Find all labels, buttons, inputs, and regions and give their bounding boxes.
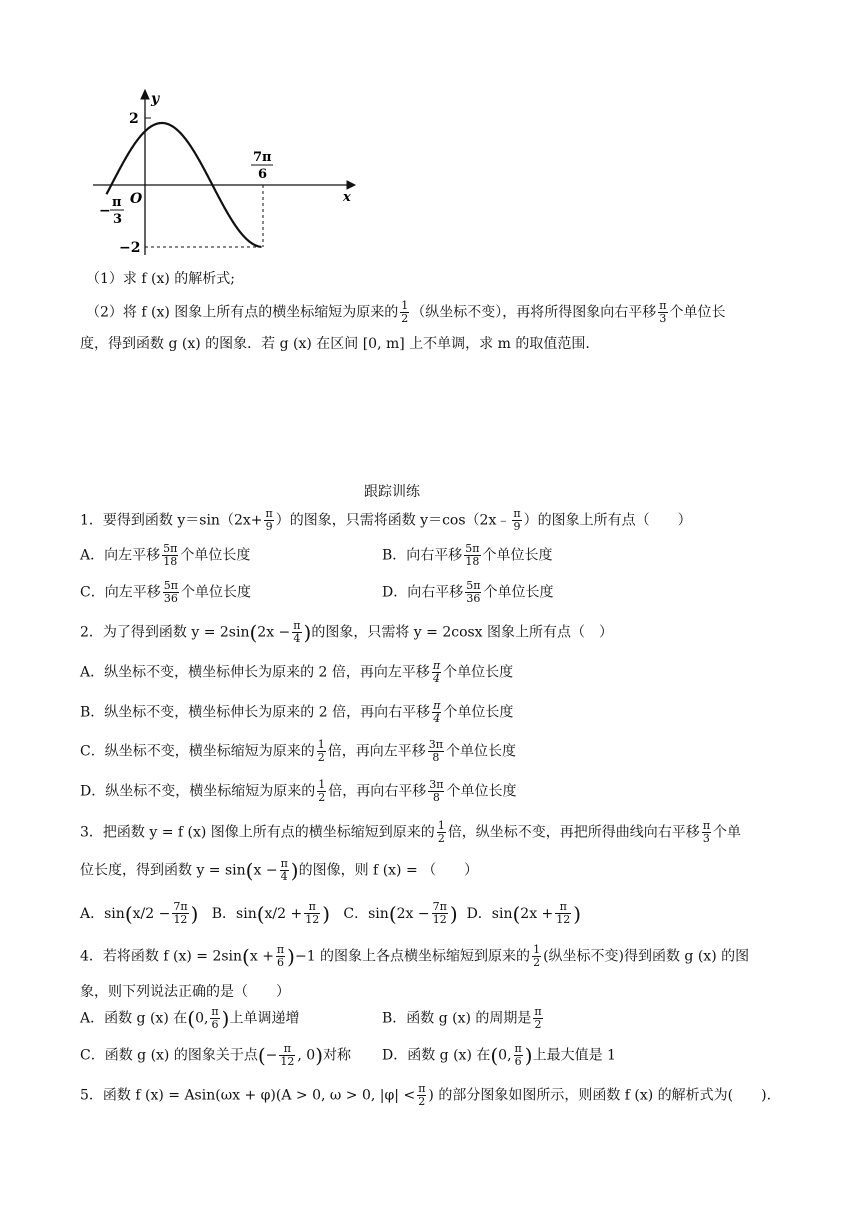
q4-stem-line1: 4．若将函数 f (x) = 2sin(x + $\frac{\pi}{6}$ )−1 的图象上各点横坐标缩短到原来的 $\frac{1}{2}$ (纵坐标不变)得到函数 g (x) 的图 bbox=[80, 943, 750, 969]
q4-option-a[interactable]: A．函数 g (x) 在(0, $\frac{\pi}{6}$ )上单调递增 bbox=[80, 1005, 300, 1031]
q2-stem: 2．为了得到函数 y = 2sin(2x − $\frac{\pi}{4}$ )的图象，只需将 y = 2cosx 图象上所有点（ ） bbox=[80, 619, 614, 645]
left-num: π bbox=[112, 195, 122, 210]
q1-option-c[interactable]: C．向左平移 $\frac{5\pi}{36}$ 个单位长度 bbox=[80, 579, 251, 605]
right-den: 6 bbox=[258, 167, 268, 182]
q3-stem-line2: 位长度，得到函数 y = sin(x − $\frac{\pi}{4}$ )的图像，则 f (x) = （ ） bbox=[80, 857, 479, 883]
q2-option-d[interactable]: D．纵坐标不变，横坐标缩短为原来的 $\frac{1}{2}$ 倍，再向右平移 $\frac{3\pi}{8}$ 个单位长度 bbox=[80, 778, 517, 804]
right-num: 7π bbox=[253, 150, 272, 165]
q4-option-d[interactable]: D．函数 g (x) 在(0, $\frac{\pi}{6}$ )上最大值是 1 bbox=[382, 1042, 616, 1068]
q3-option-b[interactable]: B．sin(x/2 + $\frac{\pi}{12}$ ) bbox=[211, 900, 331, 926]
y-min-label: −2 bbox=[119, 240, 141, 256]
q4-option-c[interactable]: C．函数 g (x) 的图象关于点(− $\frac{\pi}{12}$ , 0)对称 bbox=[80, 1042, 352, 1068]
prev-q2-line1: （2）将 f (x) 图象上所有点的横坐标缩短为原来的 $\frac{1}{2}$ （纵坐标不变），再将所得图象向右平移 $\frac{\pi}{3}$ 个单位长 bbox=[86, 299, 726, 325]
y-label: y bbox=[151, 91, 160, 107]
q4-option-b[interactable]: B．函数 g (x) 的周期是 $\frac{\pi}{2}$ bbox=[382, 1005, 542, 1031]
q3-stem-line1: 3．把函数 y = f (x) 图像上所有点的横坐标缩短到原来的 $\frac{1}{2}$ 倍，纵坐标不变，再把所得曲线向右平移 $\frac{\pi}{3}$ 个单 bbox=[80, 819, 742, 845]
y-axis-arrow bbox=[141, 90, 149, 99]
q3-option-d[interactable]: D．sin(2x + $\frac{\pi}{12}$ ) bbox=[466, 900, 582, 926]
x-label: x bbox=[343, 190, 351, 205]
q2-option-c[interactable]: C．纵坐标不变，横坐标缩短为原来的 $\frac{1}{2}$ 倍，再向左平移 $\frac{3\pi}{8}$ 个单位长度 bbox=[80, 738, 516, 764]
q1-stem: 1．要得到函数 y＝sin（2x+ $\frac{\pi}{9}$ ）的图象，只需将函数 y＝cos（2x﹣ $\frac{\pi}{9}$ ）的图象上所有点（ ） bbox=[80, 507, 692, 533]
prev-q2-line2: 度，得到函数 g (x) 的图象．若 g (x) 在区间 [0, m] 上不单调，求 m 的取值范围. bbox=[80, 336, 590, 352]
left-sign: − bbox=[99, 203, 111, 219]
q2-option-b[interactable]: B．纵坐标不变，横坐标伸长为原来的 2 倍，再向右平移 $\frac{\pi}{4}$ 个单位长度 bbox=[80, 699, 514, 725]
q4-stem-line2: 象，则下列说法正确的是（ ） bbox=[80, 984, 290, 1000]
q5-stem: 5．函数 f (x) = Asin(ωx + φ)(A > 0, ω > 0, |φ| < $\frac{\pi}{2}$ ) 的部分图象如图所示，则函数 f (x) 的解析式为( ). bbox=[80, 1082, 772, 1108]
sine-graph bbox=[85, 85, 365, 260]
q2-option-a[interactable]: A．纵坐标不变，横坐标伸长为原来的 2 倍，再向左平移 $\frac{\pi}{4}$ 个单位长度 bbox=[80, 659, 514, 685]
q3-option-c[interactable]: C．sin(2x − $\frac{7\pi}{12}$ ) bbox=[343, 900, 458, 926]
x-axis-arrow bbox=[347, 181, 355, 189]
prev-q1: （1）求 f (x) 的解析式; bbox=[86, 271, 235, 287]
origin-label: O bbox=[130, 191, 143, 207]
left-den: 3 bbox=[113, 212, 123, 227]
q3-option-a[interactable]: A．sin(x/2 − $\frac{7\pi}{12}$ ) bbox=[80, 900, 199, 926]
q3-options bbox=[80, 901, 581, 926]
y-max-label: 2 bbox=[129, 111, 139, 127]
q1-option-a[interactable]: A．向左平移 $\frac{5\pi}{18}$ 个单位长度 bbox=[80, 542, 251, 568]
section-title: 跟踪训练 bbox=[364, 484, 420, 500]
q1-option-d[interactable]: D．向右平移 $\frac{5\pi}{36}$ 个单位长度 bbox=[382, 579, 554, 605]
q1-option-b[interactable]: B．向右平移 $\frac{5\pi}{18}$ 个单位长度 bbox=[382, 542, 553, 568]
